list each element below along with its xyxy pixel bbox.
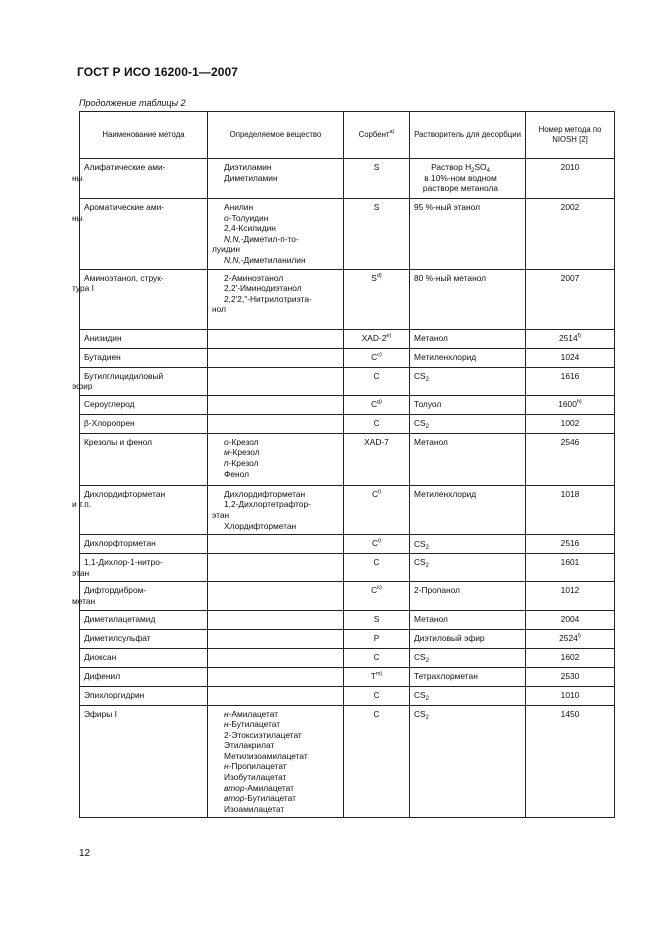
methods-table: [72, 111, 615, 818]
cell-substance: [208, 667, 344, 686]
sorbent-value: C: [371, 538, 378, 549]
cell-text: $CS_2$: [414, 557, 429, 570]
cell-method: [72, 485, 208, 534]
niosh-value: 2004: [560, 613, 580, 624]
sorbent-value: C: [371, 585, 378, 596]
cell-text: $CS_2$: [414, 652, 429, 665]
cell-text: Диметиламин: [224, 172, 278, 183]
niosh-value: 1018: [560, 488, 580, 499]
cell-method: [80, 705, 208, 818]
table-row: [80, 686, 615, 705]
sorbent-value: XAD-7: [364, 436, 389, 447]
cell-substance: [208, 610, 344, 629]
cell-text: 80 %-ный метанол: [414, 272, 487, 283]
footnote-mark: i): [378, 538, 382, 545]
cell-sorbent: [344, 582, 410, 610]
cell-niosh: [526, 686, 615, 705]
cell-method: [72, 554, 208, 582]
cell-sorbent: [344, 199, 410, 270]
sorbent-value: C: [371, 488, 378, 499]
cell-sorbent: [344, 485, 410, 534]
cell-method: [72, 367, 208, 395]
cell-niosh: [526, 329, 615, 348]
col-header-method: Наименование метода: [80, 112, 208, 159]
niosh-value: 1601: [560, 557, 580, 568]
cell-substance: [208, 159, 344, 199]
cell-text: $CS_2$: [414, 370, 429, 383]
table-row: [80, 705, 615, 818]
cell-text: Диметилсульфат: [84, 632, 151, 643]
footnote-mark: m): [375, 670, 383, 677]
cell-niosh: [526, 535, 615, 554]
cell-solvent: [410, 629, 526, 648]
cell-text: нол: [212, 304, 226, 315]
sorbent-value: C: [373, 708, 380, 719]
cell-text: н-Бутилацетат: [224, 719, 281, 730]
cell-sorbent: [344, 610, 410, 629]
document-header: ГОСТ Р ИСО 16200-1—2007: [77, 65, 239, 79]
col-header-sorbent: Сорбент$^{a)}$: [344, 112, 410, 159]
sorbent-value: P: [373, 632, 380, 643]
cell-text: втор-Бутилацетат: [224, 793, 296, 804]
sorbent-value: XAD-2: [361, 332, 387, 343]
col-header-niosh: Номер метода по NIOSH [2]: [526, 112, 615, 159]
cell-niosh: [526, 348, 615, 367]
cell-method: [80, 348, 208, 367]
cell-substance: [208, 648, 344, 667]
cell-text: 2,2'2,"-Нитрилотриэта-: [224, 293, 312, 304]
cell-niosh: [526, 414, 615, 433]
cell-text: β-Хлоропрен: [84, 417, 135, 428]
cell-text: Аминоэтанол, струк-: [84, 272, 164, 283]
cell-niosh: [526, 667, 615, 686]
cell-substance: [208, 582, 344, 610]
sorbent-value: C: [373, 417, 380, 428]
cell-solvent: [410, 485, 526, 534]
sorbent-value: S: [373, 202, 380, 212]
cell-text: Диметилацетамид: [84, 613, 156, 624]
footnote-mark: h): [576, 398, 582, 405]
cell-text: $CS_2$: [414, 708, 429, 721]
cell-niosh: [526, 610, 615, 629]
cell-text: Дихлорфторметан: [84, 538, 156, 549]
cell-method: [80, 395, 208, 414]
cell-sorbent: [344, 554, 410, 582]
cell-text: Фенол: [224, 468, 250, 479]
table-row: [80, 414, 615, 433]
cell-text: Сероуглерод: [84, 398, 135, 409]
cell-method: [80, 433, 208, 485]
cell-method: [80, 667, 208, 686]
cell-niosh: [526, 433, 615, 485]
niosh-value: 2007: [560, 272, 580, 283]
cell-sorbent: [344, 367, 410, 395]
table-row: [80, 348, 615, 367]
cell-text: Диэтиловый эфир: [414, 633, 485, 644]
cell-text: н-Амилацетат: [224, 708, 279, 719]
cell-text: Дифтордибром-: [84, 585, 147, 596]
cell-substance: [208, 199, 344, 270]
footnote-mark: f): [577, 332, 581, 339]
cell-method: [80, 610, 208, 629]
cell-text: N,N,-Диметил-п-то-: [224, 233, 299, 244]
cell-text: Этилакрилат: [224, 740, 275, 751]
cell-substance: [208, 485, 344, 534]
cell-solvent: [410, 705, 526, 818]
cell-substance: [208, 705, 344, 818]
cell-text: Толуол: [414, 399, 442, 410]
cell-sorbent: [344, 348, 410, 367]
cell-text: метан: [72, 595, 96, 606]
niosh-value: 2524: [559, 632, 578, 643]
cell-niosh: [526, 629, 615, 648]
niosh-value: 1024: [560, 351, 580, 362]
niosh-value: 1450: [560, 708, 580, 719]
sorbent-value: S: [371, 272, 377, 283]
cell-text: н-Пропилацетат: [224, 761, 287, 772]
cell-text: Хлордифторметан: [224, 520, 297, 531]
cell-niosh: [526, 367, 615, 395]
col-header-solvent: Растворитель для десорбции: [410, 112, 526, 159]
table-row: [80, 159, 615, 199]
cell-text: Бутадиен: [84, 351, 121, 362]
cell-text: Дифенил: [84, 670, 121, 681]
cell-text: п-Крезол: [224, 457, 259, 468]
table-header-row: [80, 112, 615, 159]
footnote-mark: d): [376, 272, 382, 279]
cell-text: втор-Амилацетат: [224, 782, 294, 793]
table-row: [80, 629, 615, 648]
table-row: [80, 582, 615, 610]
cell-niosh: [526, 582, 615, 610]
cell-substance: [208, 554, 344, 582]
cell-niosh: [526, 269, 615, 329]
cell-text: Эпихлоргидрин: [84, 689, 145, 700]
cell-text: тура I: [72, 283, 94, 294]
cell-text: и т.п.: [72, 499, 92, 510]
niosh-value: 1010: [560, 689, 580, 700]
cell-text: растворе метанола: [422, 183, 499, 194]
sorbent-value: T: [370, 670, 376, 681]
sorbent-value: C: [373, 557, 380, 568]
cell-solvent: [410, 686, 526, 705]
cell-text: Тетрахлорметан: [414, 671, 478, 682]
cell-niosh: [526, 395, 615, 414]
table-row: [80, 610, 615, 629]
cell-text: Метанол: [414, 614, 448, 625]
cell-substance: [208, 535, 344, 554]
cell-substance: [208, 433, 344, 485]
table-row: [80, 433, 615, 485]
niosh-value: 2514: [558, 332, 578, 343]
cell-sorbent: [344, 433, 410, 485]
cell-text: Изоамилацетат: [224, 803, 285, 814]
cell-text: Эфиры I: [84, 708, 117, 719]
cell-sorbent: [344, 686, 410, 705]
cell-solvent: [410, 414, 526, 433]
table-row: [80, 395, 615, 414]
sorbent-value: S: [373, 613, 380, 624]
cell-sorbent: [344, 629, 410, 648]
cell-text: 1,1-Дихлор-1-нитро-: [84, 557, 163, 568]
sorbent-value: C: [373, 651, 380, 662]
table-row: [80, 199, 615, 270]
cell-substance: [208, 348, 344, 367]
cell-text: Диоксан: [84, 651, 117, 662]
niosh-value: 1616: [560, 370, 580, 381]
cell-text: Метиленхлорид: [414, 488, 477, 499]
cell-method: [80, 329, 208, 348]
cell-text: Изобутилацетат: [224, 772, 287, 783]
cell-text: Алифатические ами-: [84, 162, 166, 172]
cell-sorbent: [344, 667, 410, 686]
cell-niosh: [526, 159, 615, 199]
cell-solvent: [410, 535, 526, 554]
cell-solvent: [410, 395, 526, 414]
cell-solvent: [410, 554, 526, 582]
cell-niosh: [526, 199, 615, 270]
cell-method: [72, 159, 208, 199]
cell-sorbent: [344, 648, 410, 667]
cell-solvent: [410, 367, 526, 395]
footnote-mark: i): [378, 488, 382, 495]
cell-solvent: [410, 199, 526, 270]
cell-text: этан: [72, 567, 90, 578]
cell-text: Дихлордифторметан: [224, 488, 306, 499]
niosh-value: 2530: [560, 670, 580, 681]
cell-substance: [208, 629, 344, 648]
footnote-mark: k): [377, 585, 382, 592]
cell-sorbent: [344, 414, 410, 433]
cell-text: 95 %-ный этанол: [414, 202, 481, 212]
cell-text: 2-Этоксиэтилацетат: [224, 729, 302, 740]
cell-text: Анилин: [224, 202, 254, 212]
cell-text: в 10%-ном водном: [424, 172, 497, 183]
cell-sorbent: [344, 269, 410, 329]
cell-text: Бутилглицидиловый: [84, 370, 164, 381]
niosh-value: 2010: [560, 162, 580, 172]
cell-niosh: [526, 554, 615, 582]
niosh-value: 2516: [560, 538, 580, 549]
cell-text: $CS_2$: [414, 690, 429, 703]
cell-text: ны: [72, 172, 83, 183]
cell-method: [80, 535, 208, 554]
footnote-mark: e): [386, 332, 392, 339]
cell-text: Метанол: [414, 436, 448, 447]
cell-text: о-Крезол: [224, 436, 259, 447]
cell-text: м-Крезол: [224, 447, 260, 458]
cell-sorbent: [344, 395, 410, 414]
cell-solvent: [410, 269, 526, 329]
cell-text: 2,4-Ксилидин: [224, 223, 276, 234]
sorbent-value: C: [371, 351, 378, 362]
table-row: [80, 485, 615, 534]
cell-substance: [208, 395, 344, 414]
cell-sorbent: [344, 705, 410, 818]
cell-substance: [208, 367, 344, 395]
cell-substance: [208, 329, 344, 348]
cell-text: $CS_2$: [414, 538, 429, 551]
table-caption: Продолжение таблицы 2: [79, 98, 186, 108]
niosh-value: 2546: [560, 436, 580, 447]
cell-solvent: [410, 329, 526, 348]
cell-text: N,N,-Диметиланилин: [224, 254, 306, 265]
cell-substance: [208, 686, 344, 705]
cell-text: Дихлордифторметан: [84, 488, 166, 499]
cell-method: [80, 414, 208, 433]
cell-text: $CS_2$: [414, 418, 429, 431]
table-row: [80, 367, 615, 395]
footnote-mark: l): [577, 632, 581, 639]
cell-text: Крезолы и фенол: [84, 436, 153, 447]
niosh-value: 1600: [558, 398, 577, 409]
cell-text: Метиленхлорид: [414, 352, 477, 363]
cell-method: [80, 629, 208, 648]
sorbent-value: C: [371, 398, 378, 409]
cell-text: Метанол: [414, 333, 448, 344]
sorbent-value: C: [373, 370, 380, 381]
cell-text: 2-Аминоэтанол: [224, 272, 284, 283]
cell-method: [72, 199, 208, 270]
cell-text: 2-Пропанол: [414, 585, 460, 596]
cell-text: эфир: [72, 381, 93, 392]
cell-text: 1,2-Дихлортетрафтор-: [224, 499, 311, 510]
col-header-substance: Определяемое вещество: [208, 112, 344, 159]
cell-method: [72, 582, 208, 610]
footnote-mark: c): [377, 351, 382, 358]
niosh-value: 1002: [560, 417, 580, 428]
cell-solvent: [410, 582, 526, 610]
cell-text: Метилизоамилацетат: [224, 750, 308, 761]
cell-niosh: [526, 705, 615, 818]
cell-text: Анизидин: [84, 332, 122, 343]
cell-substance: [208, 414, 344, 433]
table-row: [80, 554, 615, 582]
cell-text: Раствор $H_2SO_4$: [431, 162, 490, 174]
cell-solvent: [410, 610, 526, 629]
table-row: [80, 329, 615, 348]
cell-text: ны: [72, 212, 83, 223]
cell-method: [80, 648, 208, 667]
cell-text: 2,2'-Иминодиэтанол: [224, 283, 302, 294]
page-number: 12: [79, 848, 91, 859]
cell-method: [72, 269, 208, 329]
sorbent-value: C: [373, 689, 380, 700]
cell-niosh: [526, 485, 615, 534]
footnote-mark: g): [377, 398, 382, 405]
cell-solvent: [410, 433, 526, 485]
cell-text: о-Толуидин: [224, 212, 269, 223]
cell-solvent: [410, 667, 526, 686]
table-row: [80, 648, 615, 667]
cell-solvent: [410, 348, 526, 367]
cell-sorbent: [344, 329, 410, 348]
cell-text: Диэтиламин: [224, 162, 272, 172]
table-row: [80, 535, 615, 554]
cell-substance: [208, 269, 344, 329]
cell-niosh: [526, 648, 615, 667]
niosh-value: 2002: [560, 202, 580, 212]
cell-text: этан: [212, 509, 230, 520]
sorbent-value: S: [373, 162, 380, 172]
cell-sorbent: [344, 535, 410, 554]
cell-solvent: [410, 159, 526, 199]
table-row: [80, 269, 615, 329]
cell-solvent: [410, 648, 526, 667]
niosh-value: 1602: [560, 651, 580, 662]
cell-text: луидин: [212, 244, 240, 255]
table-row: [80, 667, 615, 686]
cell-method: [80, 686, 208, 705]
cell-text: Ароматические ами-: [84, 202, 165, 212]
niosh-value: 1012: [560, 585, 580, 596]
